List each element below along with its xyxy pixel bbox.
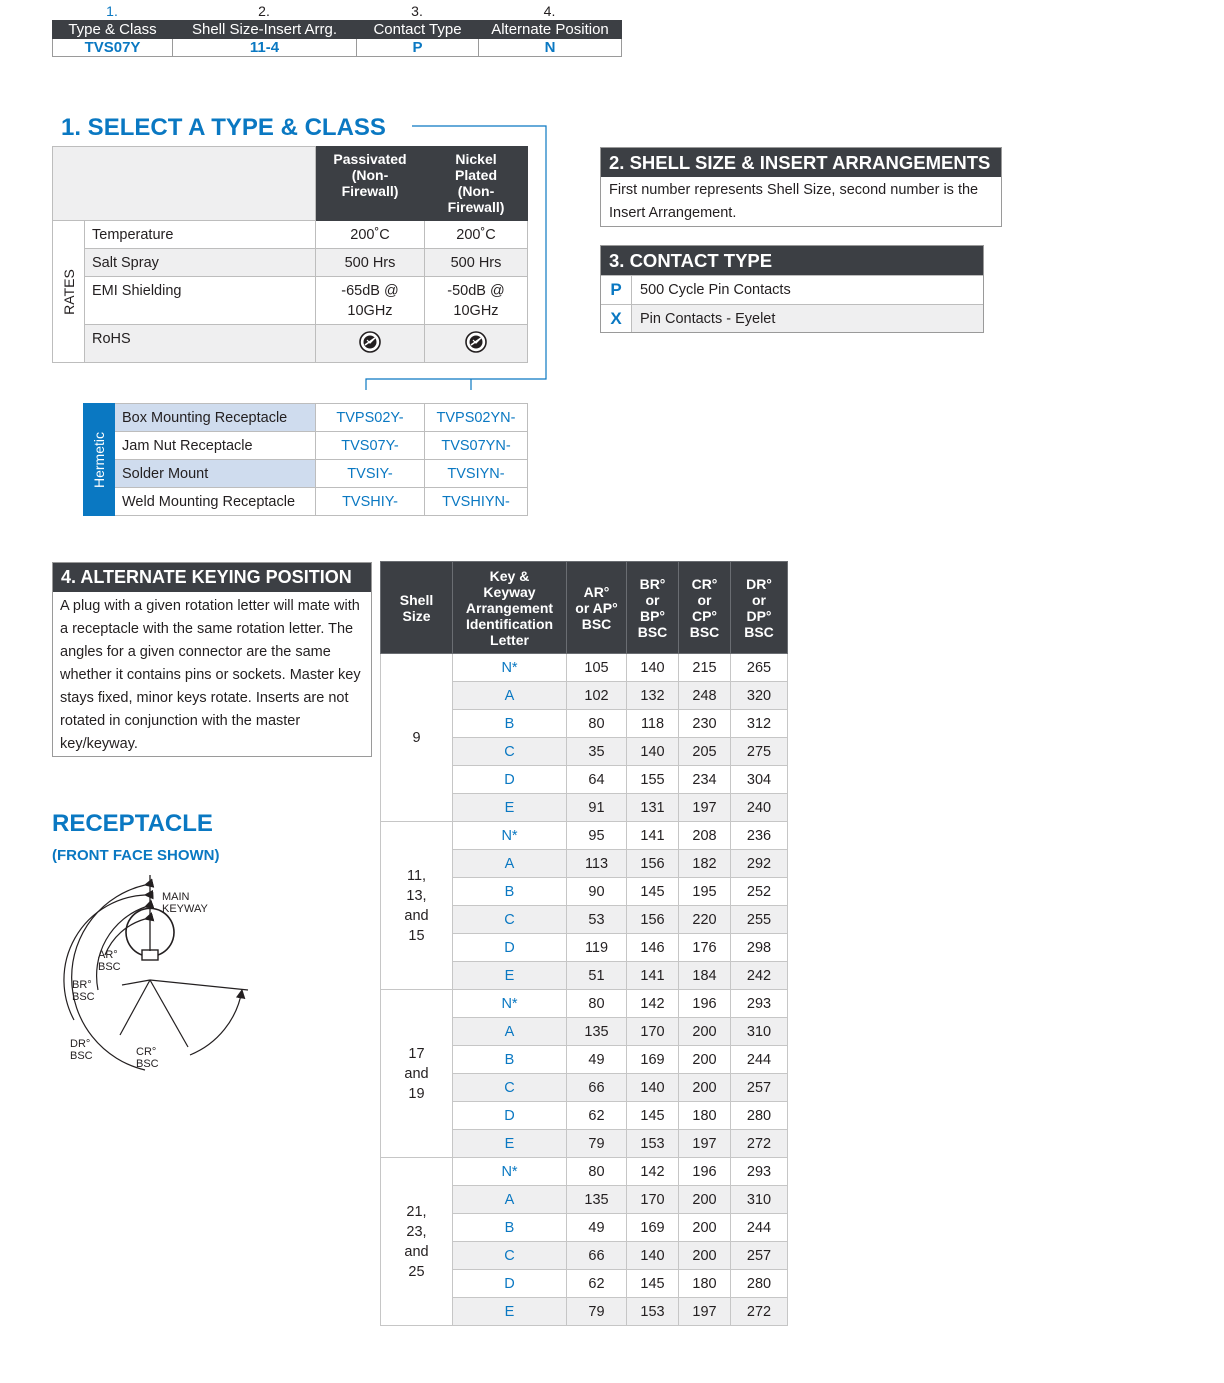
contact-desc: 500 Cycle Pin Contacts: [640, 282, 791, 298]
hermetic-code: TVPS02Y-: [316, 404, 425, 432]
temp-nickel: 200˚C: [425, 221, 528, 249]
pn-header-contact: Contact Type: [357, 21, 479, 39]
temp-passivated: 200˚C: [316, 221, 425, 249]
angle-value: 102: [567, 682, 627, 710]
hermetic-row-label: Solder Mount: [115, 460, 316, 488]
section4-text: A plug with a given rotation letter will mate with a receptacle with the same rotation letter. The angles for a given connector are the same whether it contains pins or sockets. Master key stays fixed, minor keys rotate. Inserts are not rotated in conjunction with the master key/keyway.: [60, 598, 361, 752]
shell-size-cell: 21, 23, and 25: [381, 1158, 453, 1326]
angle-value: 280: [731, 1102, 788, 1130]
angle-value: 184: [679, 962, 731, 990]
key-letter: D: [453, 934, 567, 962]
angle-value: 140: [627, 654, 679, 682]
pn-number-2: 2.: [258, 3, 270, 19]
angle-value: 145: [627, 1102, 679, 1130]
angle-value: 66: [567, 1242, 627, 1270]
rohs-icon: [359, 331, 381, 353]
section3-title: 3. CONTACT TYPE: [601, 246, 983, 275]
angle-value: 105: [567, 654, 627, 682]
keying-header-5: DR° or DP° BSC: [731, 562, 788, 654]
angle-value: 145: [627, 878, 679, 906]
angle-value: 90: [567, 878, 627, 906]
angle-value: 244: [731, 1046, 788, 1074]
angle-value: 140: [627, 738, 679, 766]
col-header-nickel: Nickel Plated (Non- Firewall): [425, 147, 528, 221]
angle-value: 49: [567, 1214, 627, 1242]
angle-value: 248: [679, 682, 731, 710]
angle-value: 230: [679, 710, 731, 738]
angle-value: 272: [731, 1130, 788, 1158]
emi-passivated: -65dB @ 10GHz: [316, 277, 425, 325]
section2-text: First number represents Shell Size, second number is the Insert Arrangement.: [609, 182, 979, 221]
angle-value: 176: [679, 934, 731, 962]
hermetic-label-cell: [84, 404, 115, 516]
angle-value: 80: [567, 710, 627, 738]
angle-value: 80: [567, 990, 627, 1018]
angle-value: 220: [679, 906, 731, 934]
angle-value: 64: [567, 766, 627, 794]
key-letter: C: [453, 1074, 567, 1102]
receptacle-subtitle: (FRONT FACE SHOWN): [52, 847, 220, 864]
angle-value: 205: [679, 738, 731, 766]
angle-value: 156: [627, 850, 679, 878]
receptacle-title: RECEPTACLE: [52, 810, 213, 837]
hermetic-code: TVSIYN-: [425, 460, 528, 488]
angle-value: 197: [679, 1298, 731, 1326]
hermetic-code: TVS07YN-: [425, 432, 528, 460]
angle-value: 200: [679, 1046, 731, 1074]
angle-value: 234: [679, 766, 731, 794]
angle-value: 131: [627, 794, 679, 822]
rohs-passivated: [316, 325, 425, 363]
contact-code: X: [601, 305, 632, 332]
key-letter: E: [453, 794, 567, 822]
row-label-salt-spray: Salt Spray: [85, 249, 316, 277]
angle-value: 140: [627, 1074, 679, 1102]
table-corner: [53, 147, 316, 221]
angle-value: 200: [679, 1214, 731, 1242]
angle-value: 113: [567, 850, 627, 878]
keying-header-0: Shell Size: [381, 562, 453, 654]
angle-value: 293: [731, 1158, 788, 1186]
key-letter: N*: [453, 822, 567, 850]
key-letter: A: [453, 1186, 567, 1214]
angle-value: 142: [627, 990, 679, 1018]
key-letter: A: [453, 850, 567, 878]
key-letter: N*: [453, 1158, 567, 1186]
rohs-icon: [465, 331, 487, 353]
angle-value: 196: [679, 1158, 731, 1186]
dr-label: DR° BSC: [70, 1038, 93, 1062]
angle-value: 293: [731, 990, 788, 1018]
angle-value: 244: [731, 1214, 788, 1242]
angle-value: 240: [731, 794, 788, 822]
row-label-emi: EMI Shielding: [85, 277, 316, 325]
section2-box: [600, 147, 1002, 227]
key-letter: D: [453, 1102, 567, 1130]
shell-size-cell: 17 and 19: [381, 990, 453, 1158]
keying-header-2: AR° or AP° BSC: [567, 562, 627, 654]
angle-value: 196: [679, 990, 731, 1018]
section2-title: 2. SHELL SIZE & INSERT ARRANGEMENTS: [601, 148, 1001, 177]
angle-value: 91: [567, 794, 627, 822]
angle-value: 200: [679, 1242, 731, 1270]
keying-header-3: BR° or BP° BSC: [627, 562, 679, 654]
part-number-table: [52, 20, 622, 57]
rohs-nickel: [425, 325, 528, 363]
angle-value: 62: [567, 1270, 627, 1298]
keying-table: [380, 561, 788, 1326]
angle-value: 156: [627, 906, 679, 934]
pn-value-position: N: [479, 39, 622, 57]
angle-value: 51: [567, 962, 627, 990]
key-letter: C: [453, 906, 567, 934]
angle-value: 141: [627, 962, 679, 990]
contact-code: P: [601, 276, 632, 304]
angle-value: 140: [627, 1242, 679, 1270]
angle-value: 49: [567, 1046, 627, 1074]
main-keyway-label: MAIN KEYWAY: [162, 891, 208, 915]
angle-value: 310: [731, 1018, 788, 1046]
angle-value: 242: [731, 962, 788, 990]
key-letter: E: [453, 962, 567, 990]
angle-value: 252: [731, 878, 788, 906]
table-row: [381, 822, 788, 850]
angle-value: 200: [679, 1186, 731, 1214]
angle-value: 141: [627, 822, 679, 850]
hermetic-table: [83, 403, 528, 516]
hermetic-code: TVSHIY-: [316, 488, 425, 516]
table-row: [381, 654, 788, 682]
ar-label: AR° BSC: [98, 949, 121, 973]
angle-value: 118: [627, 710, 679, 738]
key-letter: N*: [453, 654, 567, 682]
key-letter: B: [453, 710, 567, 738]
hermetic-code: TVPS02YN-: [425, 404, 528, 432]
angle-value: 135: [567, 1018, 627, 1046]
contact-row-x: [601, 304, 983, 332]
shell-size-cell: 11, 13, and 15: [381, 822, 453, 990]
salt-passivated: 500 Hrs: [316, 249, 425, 277]
angle-value: 320: [731, 682, 788, 710]
table-row: [381, 1158, 788, 1186]
pn-value-contact: P: [357, 39, 479, 57]
angle-value: 280: [731, 1270, 788, 1298]
pn-value-shell: 11-4: [173, 39, 357, 57]
angle-value: 195: [679, 878, 731, 906]
angle-value: 275: [731, 738, 788, 766]
angle-value: 80: [567, 1158, 627, 1186]
angle-value: 236: [731, 822, 788, 850]
angle-value: 312: [731, 710, 788, 738]
key-letter: D: [453, 1270, 567, 1298]
angle-value: 215: [679, 654, 731, 682]
key-letter: A: [453, 1018, 567, 1046]
type-class-table: [52, 146, 528, 363]
angle-value: 132: [627, 682, 679, 710]
angle-value: 66: [567, 1074, 627, 1102]
angle-value: 208: [679, 822, 731, 850]
angle-value: 79: [567, 1298, 627, 1326]
hermetic-row-label: Box Mounting Receptacle: [115, 404, 316, 432]
angle-value: 180: [679, 1270, 731, 1298]
salt-nickel: 500 Hrs: [425, 249, 528, 277]
row-label-rohs: RoHS: [85, 325, 316, 363]
angle-value: 298: [731, 934, 788, 962]
angle-value: 182: [679, 850, 731, 878]
angle-value: 53: [567, 906, 627, 934]
angle-value: 257: [731, 1074, 788, 1102]
emi-nickel: -50dB @ 10GHz: [425, 277, 528, 325]
angle-value: 145: [627, 1270, 679, 1298]
key-letter: C: [453, 1242, 567, 1270]
contact-row-p: [601, 275, 983, 304]
angle-value: 142: [627, 1158, 679, 1186]
angle-value: 62: [567, 1102, 627, 1130]
key-letter: A: [453, 682, 567, 710]
keying-header-4: CR° or CP° BSC: [679, 562, 731, 654]
key-letter: E: [453, 1130, 567, 1158]
angle-value: 135: [567, 1186, 627, 1214]
angle-value: 255: [731, 906, 788, 934]
angle-value: 304: [731, 766, 788, 794]
pn-number-4: 4.: [543, 3, 556, 19]
contact-desc: Pin Contacts - Eyelet: [640, 311, 776, 327]
pn-number-3: 3.: [411, 3, 423, 19]
table-row: [381, 990, 788, 1018]
pn-number-1: 1.: [106, 3, 118, 19]
key-letter: B: [453, 1046, 567, 1074]
section4-box: [52, 562, 372, 757]
angle-value: 153: [627, 1298, 679, 1326]
key-letter: E: [453, 1298, 567, 1326]
hermetic-label: Hermetic: [91, 431, 107, 488]
row-label-temperature: Temperature: [85, 221, 316, 249]
receptacle-diagram: [50, 875, 260, 1075]
key-letter: C: [453, 738, 567, 766]
key-letter: D: [453, 766, 567, 794]
br-label: BR° BSC: [72, 979, 95, 1003]
section3-box: [600, 245, 984, 333]
angle-value: 169: [627, 1046, 679, 1074]
angle-value: 35: [567, 738, 627, 766]
hermetic-row-label: Jam Nut Receptacle: [115, 432, 316, 460]
angle-value: 200: [679, 1018, 731, 1046]
col-header-passivated: Passivated (Non- Firewall): [316, 147, 425, 221]
hermetic-code: TVSHIYN-: [425, 488, 528, 516]
angle-value: 257: [731, 1242, 788, 1270]
hermetic-code: TVSIY-: [316, 460, 425, 488]
rates-label: RATES: [60, 268, 77, 315]
pn-header-type: Type & Class: [53, 21, 173, 39]
pn-header-shell: Shell Size-Insert Arrg.: [173, 21, 357, 39]
cr-label: CR° BSC: [136, 1046, 159, 1070]
angle-value: 169: [627, 1214, 679, 1242]
hermetic-code: TVS07Y-: [316, 432, 425, 460]
section1-title: 1. SELECT A TYPE & CLASS: [61, 114, 386, 141]
key-letter: B: [453, 878, 567, 906]
angle-value: 180: [679, 1102, 731, 1130]
angle-value: 265: [731, 654, 788, 682]
pn-header-position: Alternate Position: [479, 21, 622, 39]
key-letter: B: [453, 1214, 567, 1242]
angle-value: 79: [567, 1130, 627, 1158]
rates-label-cell: [53, 221, 85, 363]
angle-value: 170: [627, 1018, 679, 1046]
angle-value: 146: [627, 934, 679, 962]
angle-value: 272: [731, 1298, 788, 1326]
angle-value: 153: [627, 1130, 679, 1158]
angle-value: 119: [567, 934, 627, 962]
keying-header-1: Key & Keyway Arrangement Identification Letter: [453, 562, 567, 654]
key-letter: N*: [453, 990, 567, 1018]
pn-value-type: TVS07Y: [53, 39, 173, 57]
angle-value: 292: [731, 850, 788, 878]
angle-value: 95: [567, 822, 627, 850]
angle-value: 310: [731, 1186, 788, 1214]
angle-value: 155: [627, 766, 679, 794]
angle-value: 197: [679, 1130, 731, 1158]
hermetic-row-label: Weld Mounting Receptacle: [115, 488, 316, 516]
angle-value: 170: [627, 1186, 679, 1214]
shell-size-cell: 9: [381, 654, 453, 822]
angle-value: 200: [679, 1074, 731, 1102]
angle-value: 197: [679, 794, 731, 822]
section4-title: 4. ALTERNATE KEYING POSITION: [53, 563, 371, 592]
